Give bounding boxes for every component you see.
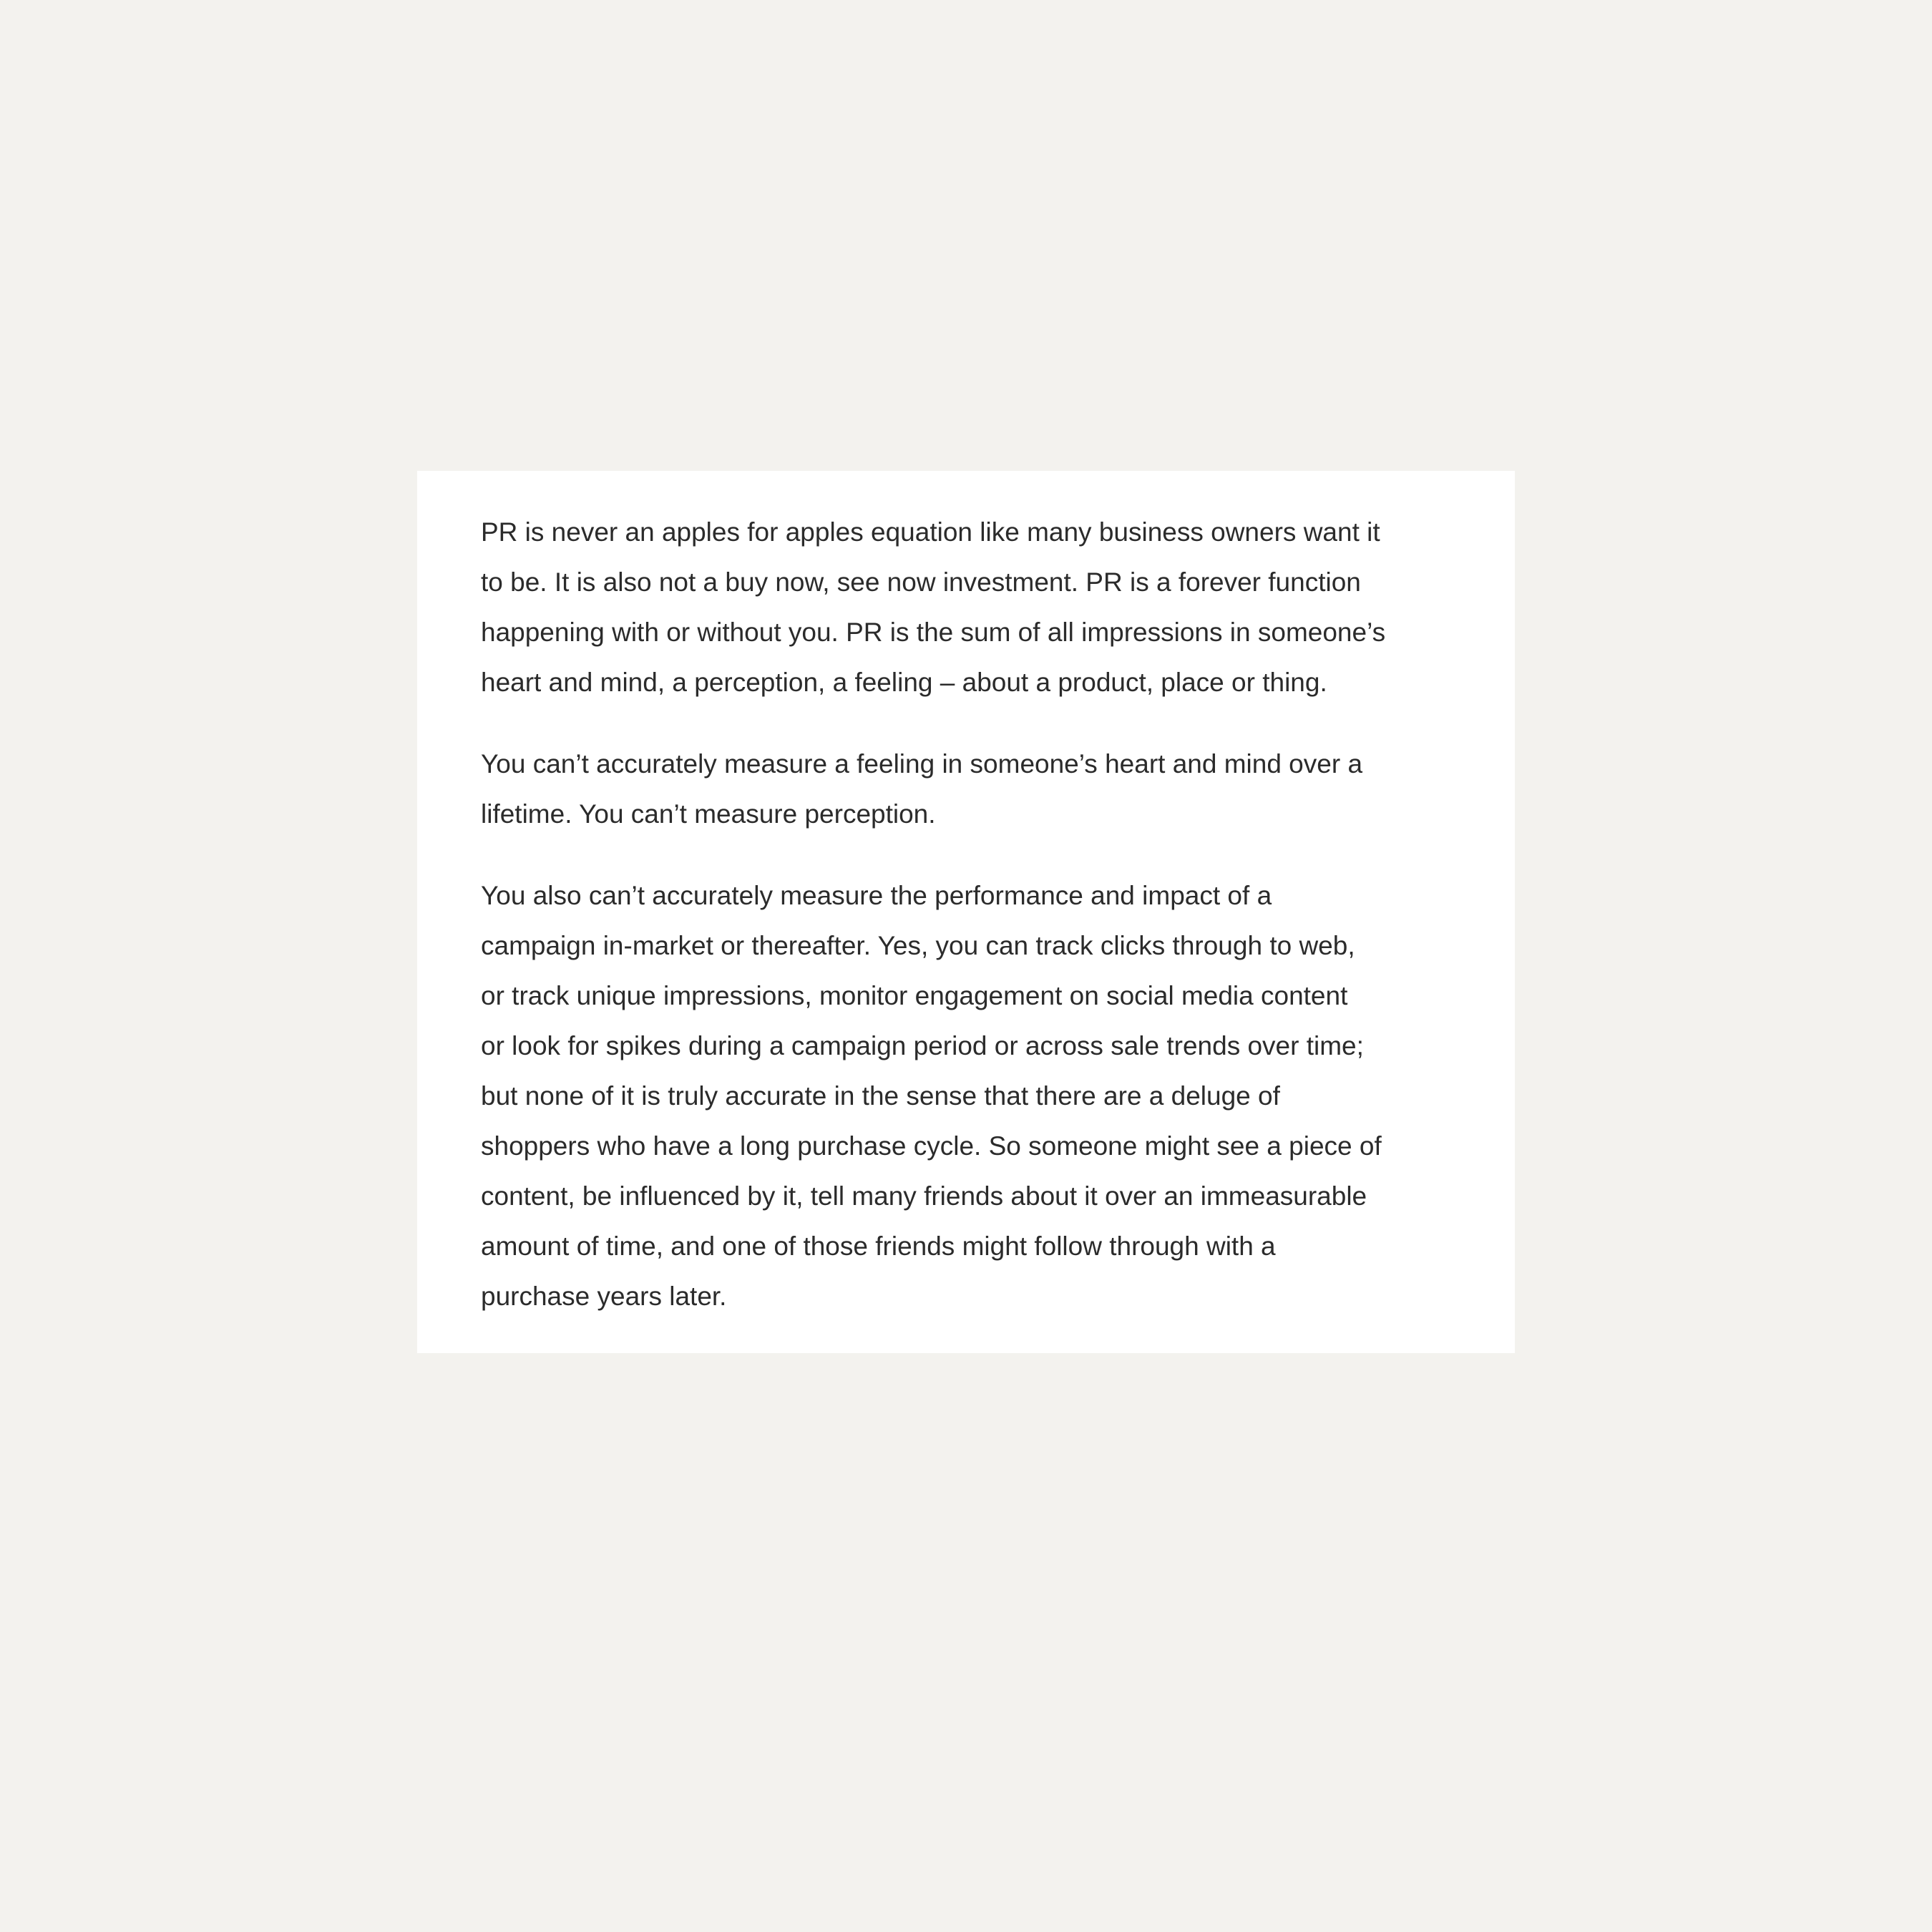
paragraph-campaign-measurement xyxy=(481,871,1472,1322)
article-text-card xyxy=(417,471,1515,1353)
text-line: or track unique impressions, monitor engagement on social media content xyxy=(481,981,1348,1010)
text-line: shoppers who have a long purchase cycle. So someone might see a piece of xyxy=(481,1131,1382,1161)
paragraph-measure-feeling xyxy=(481,739,1472,839)
text-line: to be. It is also not a buy now, see now investment. PR is a forever function xyxy=(481,567,1361,597)
paragraph-pr-definition xyxy=(481,507,1472,708)
text-line: happening with or without you. PR is the sum of all impressions in someone’s xyxy=(481,618,1386,647)
text-line: You can’t accurately measure a feeling in someone’s heart and mind over a xyxy=(481,749,1363,779)
text-line: PR is never an apples for apples equation like many business owners want it xyxy=(481,517,1380,547)
text-line: content, be influenced by it, tell many friends about it over an immeasurable xyxy=(481,1181,1367,1211)
text-line: campaign in-market or thereafter. Yes, you can track clicks through to web, xyxy=(481,931,1355,960)
text-line: You also can’t accurately measure the performance and impact of a xyxy=(481,881,1272,910)
text-line: but none of it is truly accurate in the sense that there are a deluge of xyxy=(481,1081,1280,1111)
text-line: lifetime. You can’t measure perception. xyxy=(481,799,936,829)
text-line: purchase years later. xyxy=(481,1282,727,1311)
text-line: or look for spikes during a campaign period or across sale trends over time; xyxy=(481,1031,1364,1060)
text-line: heart and mind, a perception, a feeling – about a product, place or thing. xyxy=(481,668,1327,697)
text-line: amount of time, and one of those friends might follow through with a xyxy=(481,1231,1276,1261)
